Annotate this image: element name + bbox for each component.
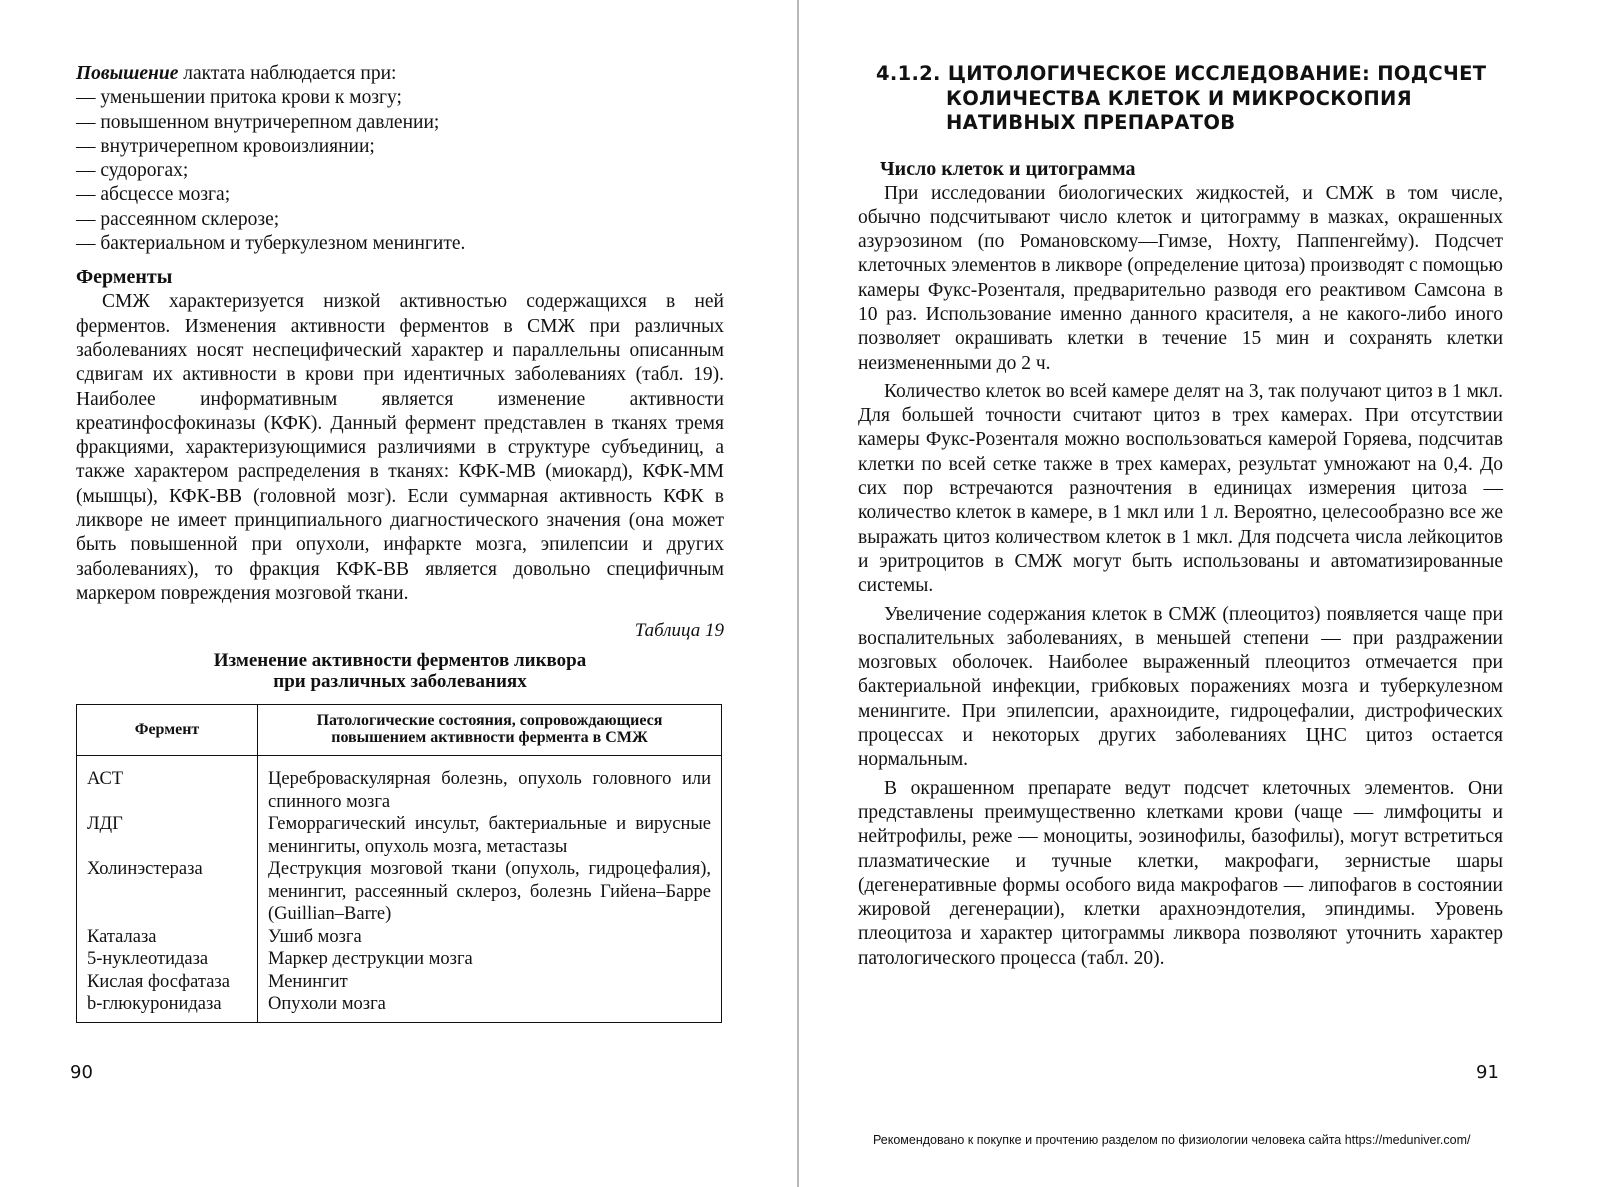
table-row: [77, 948, 722, 971]
lactate-list: [76, 86, 724, 256]
table-row: [77, 926, 722, 949]
paragraph: Увеличение содержания клеток в СМЖ (плеоцитоз) появляется чаще при воспалительных заболеваниях, в меньшей степени — при раздражении мозговых оболочек. Наиболее выраженный плеоцитоз отмечается при бактериальной инфекции, грибковых поражениях мозга и туберкулезном менингите. При эпилепсии, арахноидите, гидроцефалии, дистрофических процессах и некоторых других заболеваниях ЦНС цитоз остается нормальным.: [858, 603, 1503, 771]
enzymes-heading: Ферменты: [76, 266, 173, 289]
page-number-right: 91: [1476, 1062, 1499, 1083]
enzyme-cell: АСТ: [77, 756, 258, 814]
intro-bold-word: Повышение: [76, 63, 179, 84]
enzymes-paragraph: СМЖ характеризуется низкой активностью содержащихся в ней ферментов. Изменения активности ферментов в СМЖ при различных заболеваниях носят неспецифический характер и параллельны описанным сдвигам их активности в крови при идентичных заболеваниях (табл. 19). Наиболее информативным является изменение активности креатинфосфокиназы (КФК). Данный фермент представлен в тканях тремя фракциями, характеризующимися различиями в структуре субъединиц, а также характером распределения в тканях: КФК-МВ (миокард), КФК-ММ (мышцы), КФК-ВВ (головной мозг). Если суммарная активность КФК в ликворе не имеет принципиального диагностического значения (она может быть повышенной при опухоли, инфаркте мозга, эпилепсии и других заболеваниях), то фракция КФК-ВВ является довольно специфичным маркером повреждения мозговой ткани.: [76, 291, 724, 604]
table-title: [76, 650, 724, 692]
table-row: [77, 993, 722, 1022]
paragraph: При исследовании биологических жидкостей, и СМЖ в том числе, обычно подсчитывают число клеток и цитограмму в мазках, окрашенных азурэозином (по Романовскому—Гимзе, Нохту, Паппенгейму). Подсчет клеточных элементов в ликворе (определение цитоза) производят с помощью камеры Фукс-Розенталя, предварительно разводя его реактивом Самсона в 10 раз. Использование именно данного красителя, а не какого-либо иного позволяет окрашивать клетки в течение 15 мин и сохранять клетки неизмененными до 2 ч.: [858, 182, 1503, 374]
enzyme-cell: Кислая фосфатаза: [77, 971, 258, 994]
table-caption: Таблица 19: [634, 620, 724, 642]
page-number-left: 90: [70, 1062, 93, 1083]
paragraph: Количество клеток во всей камере делят на 3, так получают цитоз в 1 мкл. Для большей точности считают цитоз в трех камерах. При отсутствии камеры Фукс-Розенталя можно воспользоваться камерой Горяева, подсчитав клетки по всей сетке также в трех камерах, результат умножают на 0,4. До сих пор встречаются разночтения в единицах измерения цитоза — количество клеток в камере, в 1 мкл или 1 л. Вероятно, целесообразно все же выражать цитоз количеством клеток в 1 мкл. Для подсчета числа лейкоцитов и эритроцитов в СМЖ могут быть использованы и автоматизированные системы.: [858, 380, 1503, 597]
table-row: [77, 813, 722, 858]
left-column: [76, 62, 724, 1023]
footer-note: Рекомендовано к покупке и прочтению разделом по физиологии человека сайта https://meduniver.com/: [873, 1133, 1471, 1147]
table-row: [77, 756, 722, 814]
list-item: — внутричерепном кровоизлиянии;: [76, 135, 375, 157]
list-item: — судорогах;: [76, 160, 189, 182]
table-row: [77, 858, 722, 926]
enzyme-cell: 5-нуклеотидаза: [77, 948, 258, 971]
list-item: — повышенном внутричерепном давлении;: [76, 111, 440, 133]
enzyme-cell: Холинэстераза: [77, 858, 258, 926]
table-header-row: [77, 705, 722, 756]
conditions-cell: Опухоли мозга: [268, 994, 386, 1015]
header-conditions: Патологические состояния, сопровождающиеся повышением активности фермента в СМЖ: [258, 705, 722, 756]
cells-subheading: Число клеток и цитограмма: [880, 157, 1136, 180]
list-item: — уменьшении притока крови к мозгу;: [76, 87, 402, 109]
enzyme-cell: b-глюкуронидаза: [77, 993, 258, 1022]
list-item: — рассеянном склерозе;: [76, 208, 280, 230]
conditions-cell: Геморрагический инсульт, бактериальные и вирусные менингиты, опухоль мозга, метастазы: [268, 814, 711, 857]
paragraph: В окрашенном препарате ведут подсчет клеточных элементов. Они представлены преимущественно клетками крови (чаще — лимфоциты и нейтрофилы, реже — моноциты, эозинофилы, базофилы), могут встретиться плазматические и тучные клетки, макрофаги, зернистые шары (дегенеративные формы особого вида макрофагов — липофагов в состоянии жировой дегенерации), клетки арахноэндотелия, эпиндимы. Уровень плеоцитоза и характер цитограммы ликвора позволяют уточнить характер патологического процесса (табл. 20).: [858, 777, 1503, 969]
table-title-line-1: Изменение активности ферментов ликвора: [213, 650, 587, 672]
list-item: — абсцессе мозга;: [76, 184, 231, 206]
lactate-intro: [76, 62, 724, 86]
enzymes-table: [76, 704, 722, 1023]
table-row: [77, 971, 722, 994]
enzyme-cell: Каталаза: [77, 926, 258, 949]
intro-text: лактата наблюдается при:: [178, 63, 397, 84]
right-page: [800, 0, 1600, 1187]
conditions-cell: Менингит: [268, 971, 348, 992]
conditions-cell: Маркер деструкции мозга: [268, 949, 473, 970]
conditions-cell: Деструкция мозговой ткани (опухоль, гидроцефалия), менингит, рассеянный склероз, болезнь Гийена–Барре (Guillian–Barre): [268, 859, 711, 925]
header-enzyme: Фермент: [77, 705, 258, 756]
right-column: [858, 62, 1503, 971]
enzyme-cell: ЛДГ: [77, 813, 258, 858]
section-heading: 4.1.2. ЦИТОЛОГИЧЕСКОЕ ИССЛЕДОВАНИЕ: ПОДСЧЕТ КОЛИЧЕСТВА КЛЕТОК И МИКРОСКОПИЯ НАТИВНЫХ ПРЕПАРАТОВ: [876, 62, 1487, 134]
list-item: — бактериальном и туберкулезном менингите.: [76, 233, 466, 255]
conditions-cell: Цереброваскулярная болезнь, опухоль головного или спинного мозга: [268, 769, 711, 812]
table-title-line-2: при различных заболеваниях: [273, 671, 527, 693]
conditions-cell: Ушиб мозга: [268, 926, 362, 947]
